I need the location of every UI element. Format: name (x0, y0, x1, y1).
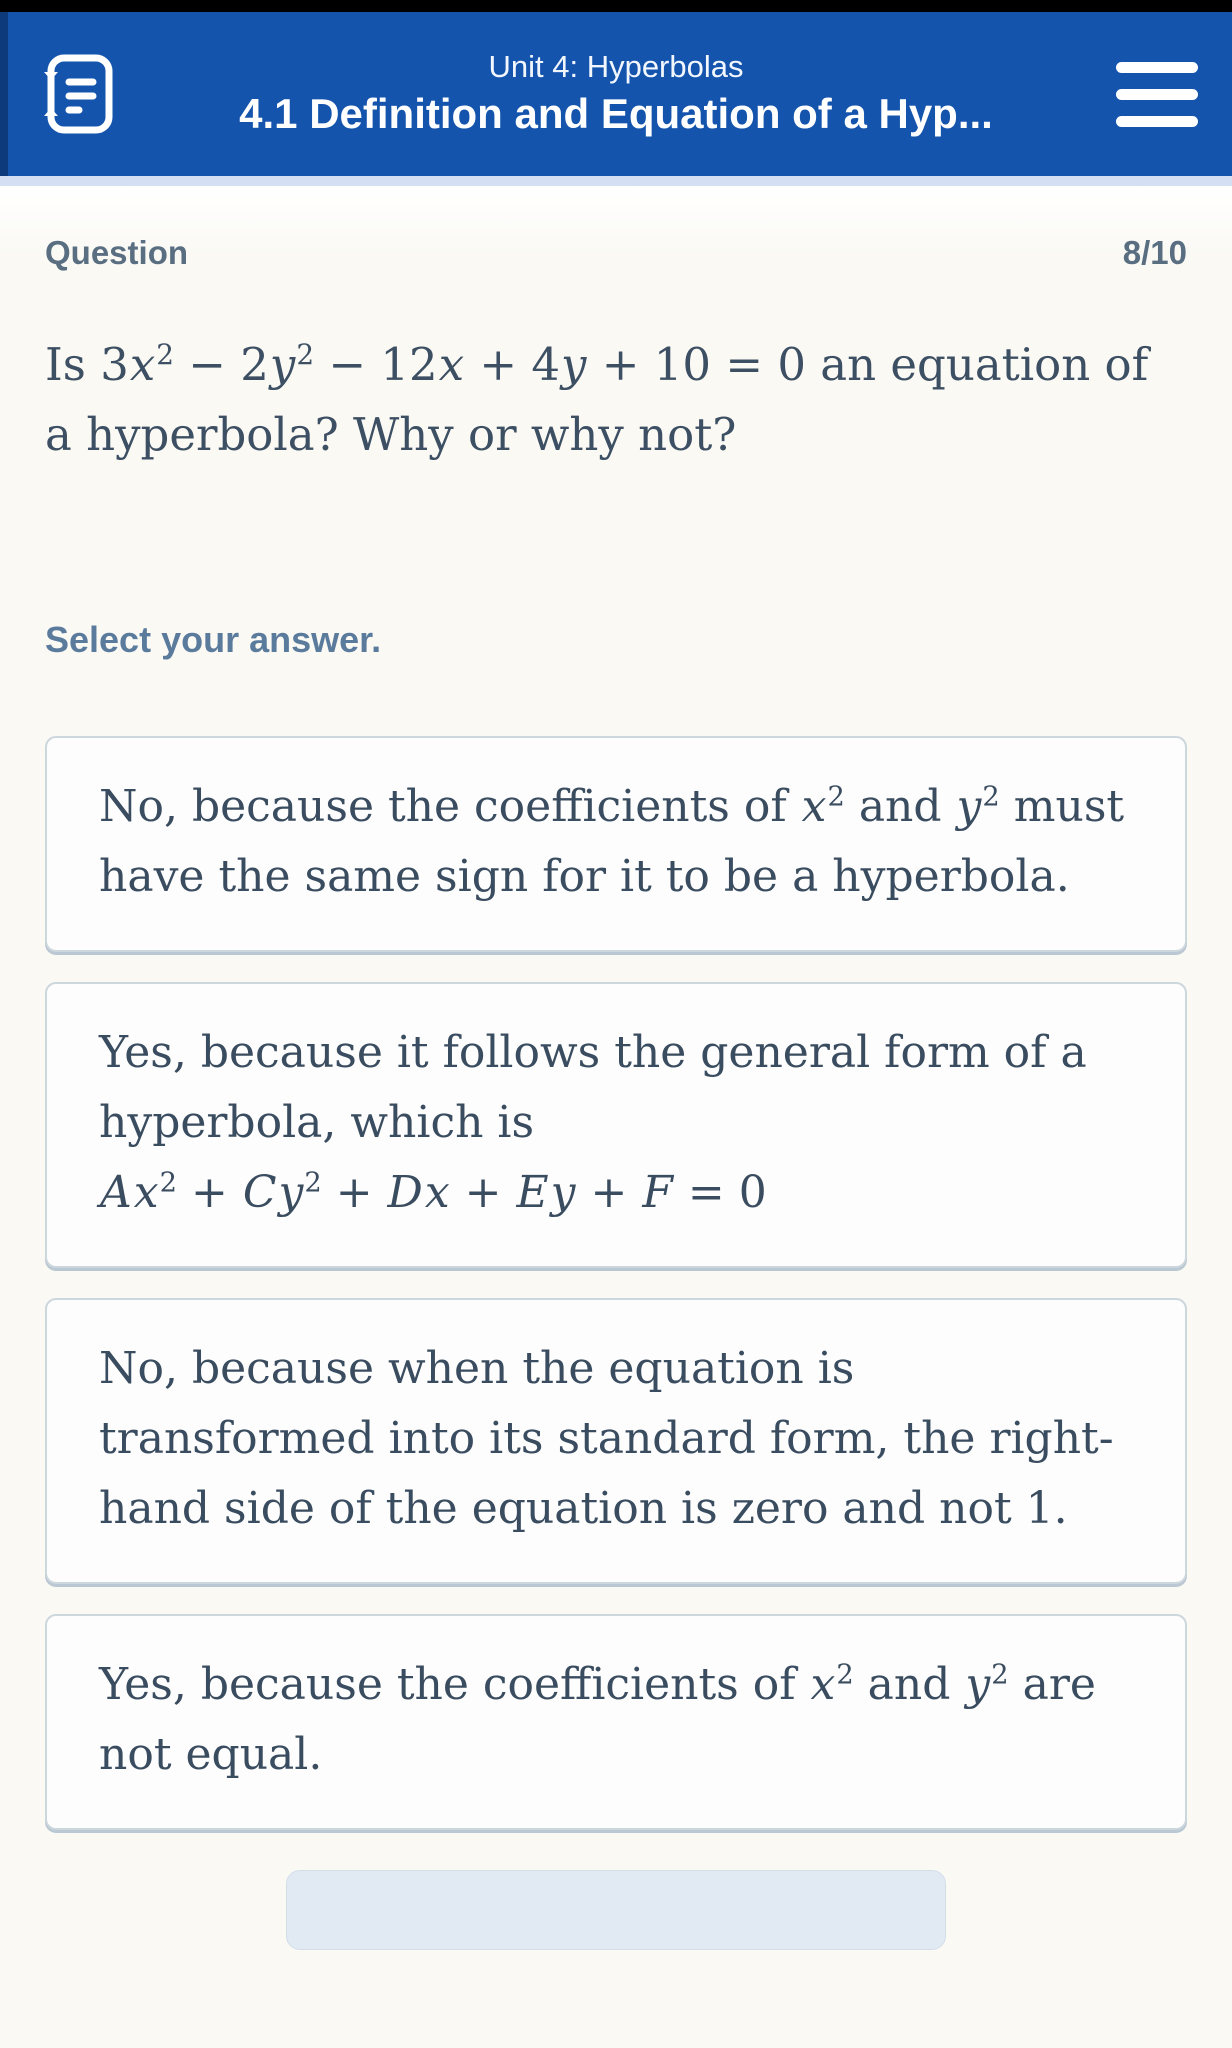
submit-button[interactable] (286, 1870, 946, 1950)
unit-label: Unit 4: Hyperbolas (488, 49, 744, 84)
lesson-title: 4.1 Definition and Equation of a Hyp... (239, 90, 993, 137)
math-expression: $x^2$ (810, 1659, 854, 1710)
answer-option-2[interactable]: Yes, because it follows the general form of a hyperbola, which is $Ax^2 + Cy^2 + Dx + Ey + F = 0$ (45, 982, 1187, 1268)
question-label: Question (45, 234, 189, 271)
answer-option-3[interactable]: No, because when the equation is transformed into its standard form, the right-hand side of the equation is zero and not 1. (45, 1298, 1187, 1584)
header-title-block (150, 47, 1082, 141)
status-bar (0, 0, 1232, 12)
math-expression: $Ax^2 + Cy^2 + Dx + Ey + F = 0$ (100, 1167, 767, 1218)
answer-prompt: Select your answer. (45, 619, 382, 660)
header-left (0, 46, 150, 142)
math-expression: $x^2$ (801, 781, 845, 832)
question-counter: 8/10 (1122, 234, 1187, 271)
math-expression: $y^2$ (956, 781, 1000, 832)
answer-option-4[interactable]: Yes, because the coefficients of $x^2$ and $y^2$ are not equal. (45, 1614, 1187, 1830)
notebook-icon (29, 46, 121, 142)
answer-list (45, 736, 1187, 1830)
app-header (0, 12, 1232, 176)
question-header-row (45, 186, 1187, 274)
lesson-nav-button[interactable] (29, 46, 121, 142)
question-text: Is $3x^2 - 2y^2 - 12x + 4y + 10 = 0$ an equation of a hyperbola? Why or why not? (45, 330, 1187, 470)
header-right (1082, 46, 1232, 143)
question-screen (0, 186, 1232, 2048)
header-accent-strip (0, 176, 1232, 186)
answer-option-1[interactable]: No, because the coefficients of $x^2$ and $y^2$ must have the same sign for it to be a hyperbola. (45, 736, 1187, 952)
math-expression: $y^2$ (965, 1659, 1009, 1710)
math-expression: $3x^2 - 2y^2 - 12x + 4y + 10 = 0$ (100, 338, 806, 391)
hamburger-icon (1116, 62, 1198, 127)
menu-button[interactable] (1116, 46, 1198, 143)
